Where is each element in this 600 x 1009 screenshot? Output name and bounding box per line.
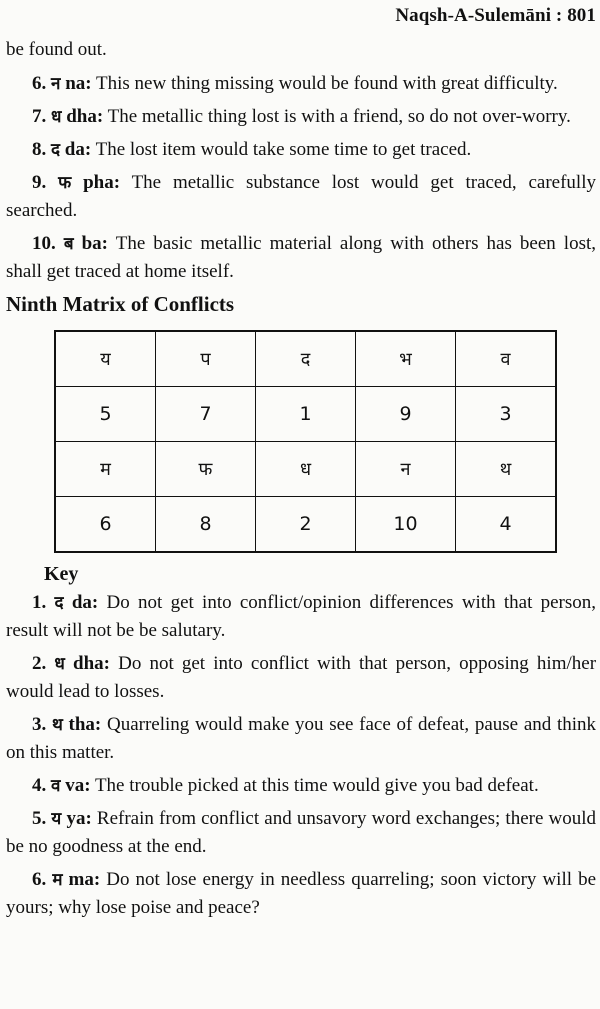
key-entry-6 <box>6 866 596 922</box>
entries-key <box>6 589 596 922</box>
entry-devanagari: द <box>54 593 64 613</box>
matrix-cell: 5 <box>55 387 156 442</box>
running-header: Naqsh-A-Sulemāni : 801 <box>395 5 596 26</box>
entry-number: 6. <box>32 869 47 890</box>
key-entry-4 <box>6 772 596 800</box>
entry-roman: na: <box>65 73 92 94</box>
entry-10 <box>6 230 596 286</box>
entry-text: The metallic substance lost would get traced, carefully searched. <box>6 172 596 221</box>
entry-text: Do not lose energy in needless quarreling; soon victory will be yours; why lose poise and peace? <box>6 869 597 918</box>
entry-devanagari: द <box>51 140 61 160</box>
matrix-cell: 4 <box>456 497 557 553</box>
entry-number: 5. <box>32 808 47 829</box>
entry-roman: dha: <box>66 106 104 127</box>
entries-top <box>6 70 596 286</box>
entry-6 <box>6 70 596 98</box>
entry-devanagari: ध <box>54 654 65 674</box>
conflict-matrix-table <box>54 330 557 553</box>
matrix-cell: प <box>156 331 256 387</box>
entry-roman: ya: <box>66 808 92 829</box>
entry-devanagari: फ <box>58 173 72 193</box>
entry-text: The metallic thing lost is with a friend, so do not over-worry. <box>107 106 571 127</box>
entry-roman: pha: <box>83 172 121 193</box>
matrix-cell: व <box>456 331 557 387</box>
matrix-cell: द <box>256 331 356 387</box>
entry-number: 9. <box>32 172 47 193</box>
entry-number: 2. <box>32 653 47 674</box>
continued-text: be found out. <box>6 39 107 60</box>
entry-devanagari: य <box>51 809 62 829</box>
entry-text: Do not get into conflict with that person, opposing him/her would lead to losses. <box>6 653 597 702</box>
matrix-cell: न <box>356 442 456 497</box>
entry-roman: tha: <box>68 714 102 735</box>
page-body <box>6 36 596 927</box>
matrix-cell: भ <box>356 331 456 387</box>
entry-devanagari: व <box>51 776 61 796</box>
matrix-cell: 3 <box>456 387 557 442</box>
matrix-cell: 7 <box>156 387 256 442</box>
matrix-cell: य <box>55 331 156 387</box>
key-heading: Key <box>44 563 79 585</box>
key-entry-1 <box>6 589 596 645</box>
entry-text: Do not get into conflict/opinion differences with that person, result will not be be salutary. <box>6 592 597 641</box>
entry-number: 1. <box>32 592 47 613</box>
matrix-cell: 10 <box>356 497 456 553</box>
entry-8 <box>6 136 596 164</box>
entry-9 <box>6 169 596 225</box>
entry-7 <box>6 103 596 131</box>
entry-roman: da: <box>71 592 99 613</box>
matrix-cell: ध <box>256 442 356 497</box>
matrix-cell: 9 <box>356 387 456 442</box>
entry-roman: ba: <box>81 233 108 254</box>
matrix-cell: फ <box>156 442 256 497</box>
entry-roman: da: <box>64 139 92 160</box>
matrix-cell: 6 <box>55 497 156 553</box>
matrix-cell: थ <box>456 442 557 497</box>
entry-roman: va: <box>65 775 91 796</box>
key-entry-3 <box>6 711 596 767</box>
matrix-cell: म <box>55 442 156 497</box>
entry-number: 3. <box>32 714 47 735</box>
entry-text: This new thing missing would be found with great difficulty. <box>96 73 558 94</box>
key-entry-2 <box>6 650 596 706</box>
entry-devanagari: ब <box>63 234 74 254</box>
entry-number: 7. <box>32 106 47 127</box>
entry-devanagari: थ <box>51 715 63 735</box>
matrix-row <box>55 331 556 387</box>
matrix-cell: 2 <box>256 497 356 553</box>
entry-devanagari: म <box>52 870 63 890</box>
matrix-row <box>55 442 556 497</box>
entry-text: Quarreling would make you see face of defeat, pause and think on this matter. <box>6 714 597 763</box>
matrix-cell: 8 <box>156 497 256 553</box>
entry-roman: ma: <box>68 869 101 890</box>
entry-number: 4. <box>32 775 47 796</box>
matrix-row <box>55 387 556 442</box>
entry-text: Refrain from conflict and unsavory word exchanges; there would be no goodness at the end. <box>6 808 597 857</box>
entry-number: 6. <box>32 73 47 94</box>
matrix-row <box>55 497 556 553</box>
entry-devanagari: ध <box>51 107 62 127</box>
section-title: Ninth Matrix of Conflicts <box>6 292 235 316</box>
entry-number: 10. <box>32 233 56 254</box>
entry-devanagari: न <box>51 74 61 94</box>
entry-roman: dha: <box>73 653 110 674</box>
entry-text: The trouble picked at this time would give you bad defeat. <box>94 775 539 796</box>
entry-text: The lost item would take some time to get traced. <box>95 139 472 160</box>
key-entry-5 <box>6 805 596 861</box>
entry-text: The basic metallic material along with others has been lost, shall get traced at home itself. <box>6 233 597 282</box>
matrix-cell: 1 <box>256 387 356 442</box>
entry-number: 8. <box>32 139 47 160</box>
